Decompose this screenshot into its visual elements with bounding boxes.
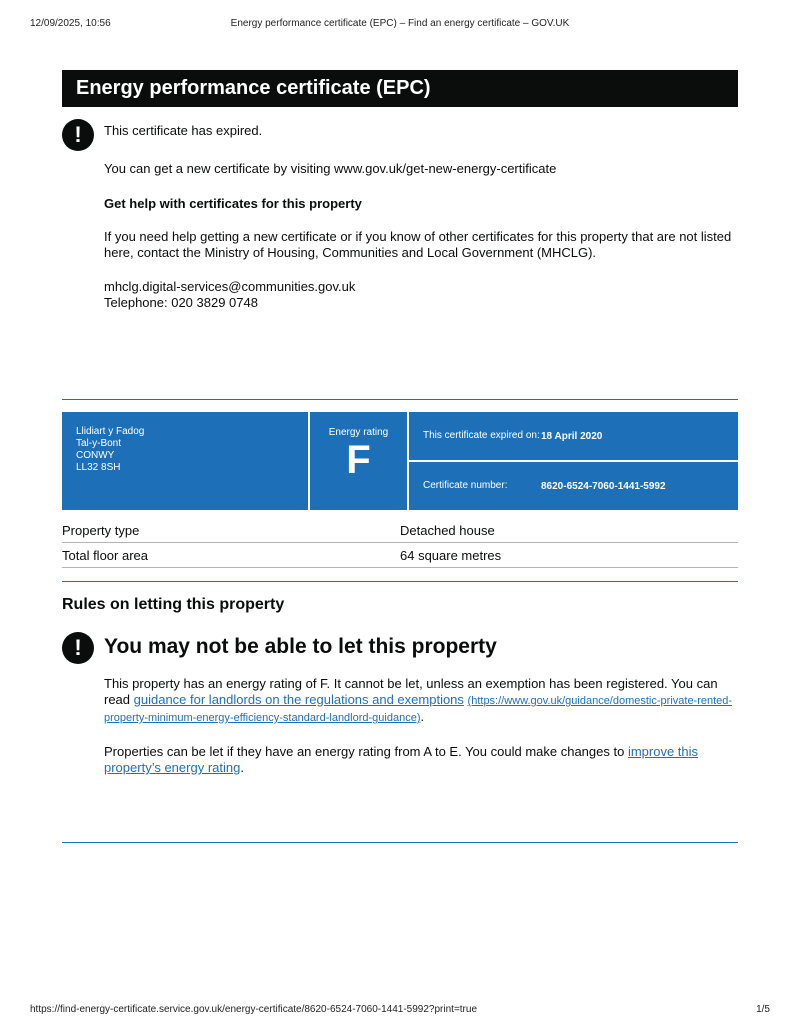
guidance-link[interactable]: guidance for landlords on the regulations and exemptions (133, 692, 464, 707)
energy-rating-letter: F (346, 438, 371, 482)
letting-text: This property has an energy rating of F. It cannot be let, unless an exemption has been registered. You can read (104, 676, 718, 707)
property-row-label: Property type (62, 522, 140, 538)
letting-paragraph-2 (104, 744, 738, 776)
renewal-text: You can get a new certificate by visiting www.gov.uk/get-new-energy-certificate (104, 161, 557, 176)
improve-rating-link[interactable]: improve this property’s energy rating (104, 744, 699, 775)
energy-rating (310, 412, 409, 510)
property-row-value: 64 square metres (400, 547, 502, 563)
warning-icon: ! (62, 632, 94, 664)
address-line: LL32 8SH (76, 462, 121, 473)
main-content (62, 70, 738, 843)
letting-text-end: . (240, 760, 244, 775)
address-line: Tal-y-Bont (76, 438, 122, 449)
page-number: 1/5 (756, 1004, 770, 1015)
expiry-row (409, 412, 738, 460)
letting-warning-heading: You may not be able to let this property (104, 635, 497, 658)
property-summary (62, 518, 738, 568)
expired-warning (62, 119, 738, 151)
divider (62, 842, 738, 843)
property-address (62, 412, 310, 510)
letting-heading: Rules on letting this property (62, 596, 285, 613)
print-page-title: Energy performance certificate (EPC) – Find an energy certificate – GOV.UK (230, 18, 570, 29)
property-row-value: Detached house (400, 522, 495, 538)
help-heading: Get help with certificates for this property (104, 196, 362, 211)
address-line: CONWY (76, 450, 115, 461)
certificate-number: 8620-6524-7060-1441-5992 (541, 480, 666, 492)
print-header (30, 18, 770, 32)
divider (62, 581, 738, 582)
certificate-number-label: Certificate number: (423, 480, 508, 491)
help-telephone: Telephone: 020 3829 0748 (104, 295, 258, 310)
property-row (62, 518, 738, 543)
letting-text: Properties can be let if they have an energy rating from A to E. You could make changes to (104, 744, 628, 759)
property-row-label: Total floor area (62, 547, 148, 563)
print-url: https://find-energy-certificate.service.gov.uk/energy-certificate/8620-6524-7060-1441-5992?print=true (30, 1004, 478, 1015)
certificate-info (409, 412, 738, 510)
letting-warning (62, 632, 738, 662)
letting-paragraph-1 (104, 676, 738, 726)
print-datetime: 12/09/2025, 10:56 (30, 18, 111, 29)
expiry-date: 18 April 2020 (541, 430, 603, 442)
help-body: If you need help getting a new certificate or if you know of other certificates for this property that are not listed here, contact the Ministry of Housing, Communities and Local Government (MHCLG). (104, 229, 732, 260)
page-title-banner (62, 70, 738, 107)
certificate-number-row (409, 460, 738, 510)
address-line: Llidiart y Fadog (76, 426, 145, 437)
print-footer (30, 1004, 770, 1018)
warning-icon: ! (62, 119, 94, 151)
energy-rating-label: Energy rating (328, 427, 389, 438)
help-email[interactable]: mhclg.digital-services@communities.gov.uk (104, 279, 356, 294)
page-title: Energy performance certificate (EPC) (76, 77, 431, 99)
property-row (62, 543, 738, 568)
expiry-label: This certificate expired on: (423, 430, 540, 441)
letting-text-end: . (420, 709, 425, 724)
certificate-summary (62, 412, 738, 510)
expired-text: This certificate has expired. (104, 123, 263, 138)
guidance-url[interactable]: (https://www.gov.uk/guidance/domestic-private-rented-property-minimum-energy-efficiency-standard-landlord-guidance) (104, 695, 733, 724)
divider (62, 399, 738, 400)
